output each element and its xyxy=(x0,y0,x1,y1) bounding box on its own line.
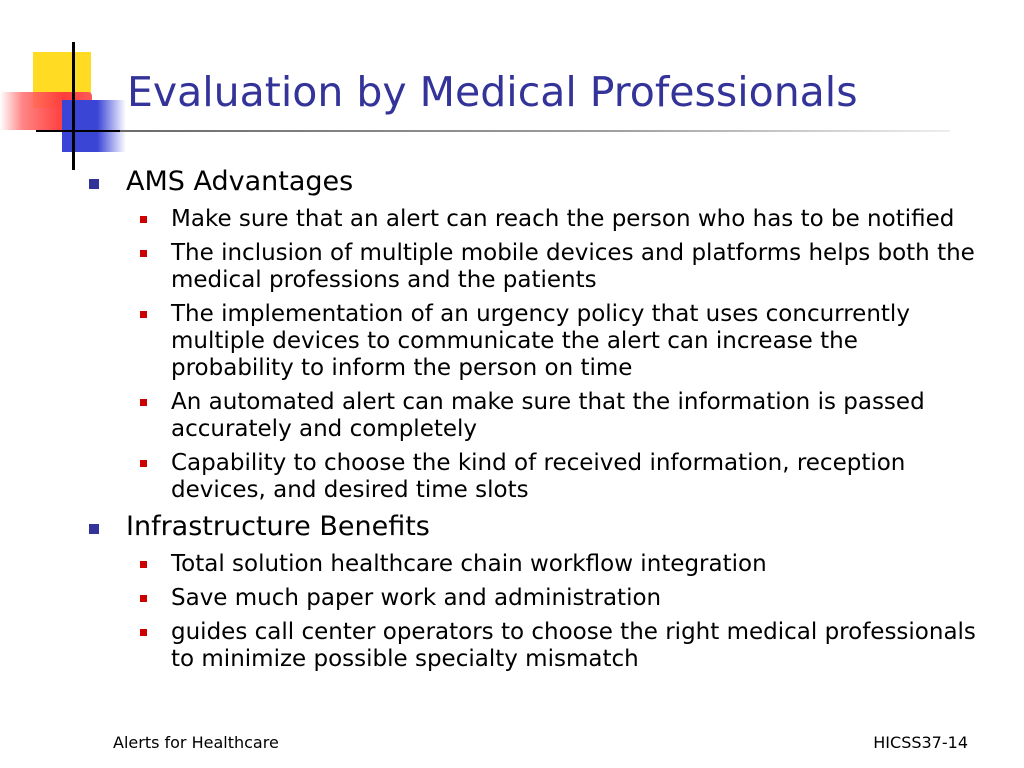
list-item-text: The inclusion of multiple mobile devices and platforms helps both the medical professions and the patients xyxy=(171,240,975,293)
list-item-text: Save much paper work and administration xyxy=(171,585,662,611)
square-bullet-icon xyxy=(140,250,147,257)
list-item xyxy=(88,450,988,504)
square-bullet-icon xyxy=(140,629,147,636)
list-item xyxy=(88,301,988,382)
slide-body xyxy=(88,165,988,673)
footer-presentation-title: Alerts for Healthcare xyxy=(113,733,279,752)
square-bullet-icon xyxy=(140,595,147,602)
list-item-text: Total solution healthcare chain workflow integration xyxy=(171,551,767,577)
list-item xyxy=(88,389,988,443)
square-bullet-icon xyxy=(140,311,147,318)
square-bullet-icon xyxy=(140,399,147,406)
list-item-text: The implementation of an urgency policy that uses concurrently multiple devices to communicate the alert can increase the probability to inform the person on time xyxy=(171,301,910,381)
list-item-text: Make sure that an alert can reach the person who has to be notified xyxy=(171,206,955,232)
square-bullet-icon xyxy=(140,216,147,223)
list-item xyxy=(88,619,988,673)
footer-slide-number: HICSS37-14 xyxy=(873,733,968,752)
list-item xyxy=(88,206,988,233)
title-underline xyxy=(120,130,950,132)
square-bullet-icon xyxy=(140,561,147,568)
list-item xyxy=(88,585,988,612)
square-bullet-icon xyxy=(89,179,99,189)
decoration-horizontal-line xyxy=(36,130,132,132)
list-item-text: guides call center operators to choose the right medical professionals to minimize possible specialty mismatch xyxy=(171,619,976,672)
slide-title: Evaluation by Medical Professionals xyxy=(127,68,858,116)
list-item-text: An automated alert can make sure that the information is passed accurately and completely xyxy=(171,389,925,442)
list-item xyxy=(88,240,988,294)
section-heading-text: AMS Advantages xyxy=(126,166,354,197)
decoration-vertical-line xyxy=(72,42,75,170)
section-heading-infrastructure-benefits xyxy=(88,510,988,544)
square-bullet-icon xyxy=(89,524,99,534)
section-heading-ams-advantages xyxy=(88,165,988,199)
square-bullet-icon xyxy=(140,460,147,467)
list-item-text: Capability to choose the kind of received information, reception devices, and desired time slots xyxy=(171,450,906,503)
list-item xyxy=(88,551,988,578)
section-heading-text: Infrastructure Benefits xyxy=(126,511,430,542)
